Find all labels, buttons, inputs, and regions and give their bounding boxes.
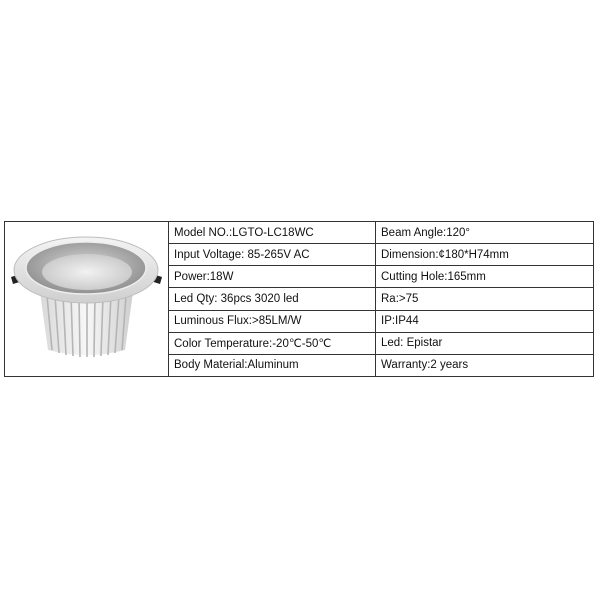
spec-power: Power:18W (169, 266, 375, 288)
led-downlight-photo-icon (5, 222, 168, 376)
spec-dimension: Dimension:¢180*H74mm (376, 244, 593, 266)
spec-table (4, 221, 594, 377)
spec-ra: Ra:>75 (376, 288, 593, 310)
spec-cutting-hole: Cutting Hole:165mm (376, 266, 593, 288)
spec-column-right (376, 222, 593, 376)
spec-warranty: Warranty:2 years (381, 359, 469, 372)
spec-beam-angle: Beam Angle:120° (376, 222, 593, 244)
spec-column-left (169, 222, 376, 376)
spec-luminous-flux: Luminous Flux:>85LM/W (169, 311, 375, 333)
spec-color-temperature: Color Temperature:-20℃-50℃ (169, 333, 375, 355)
spec-input-voltage: Input Voltage: 85-265V AC (169, 244, 375, 266)
spec-body-material: Body Material:Aluminum (174, 359, 299, 372)
spec-model-number: Model NO.:LGTO-LC18WC (169, 222, 375, 244)
spec-ip-rating: IP:IP44 (376, 311, 593, 333)
spec-led-chip: Led: Epistar (376, 333, 593, 355)
product-photo-cell (5, 222, 169, 376)
spec-led-qty: Led Qty: 36pcs 3020 led (169, 288, 375, 310)
